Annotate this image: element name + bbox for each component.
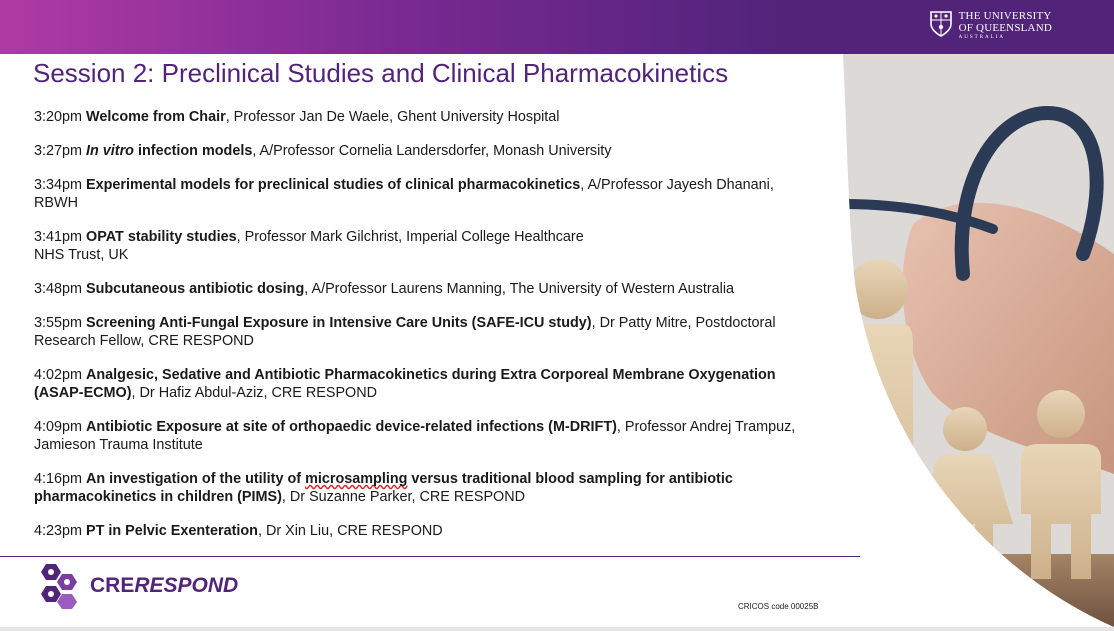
agenda-item	[34, 470, 804, 506]
agenda-title: Experimental models for preclinical studies of clinical pharmacokinetics	[86, 177, 581, 193]
agenda-speaker: , A/Professor Cornelia Landersdorfer, Monash University	[252, 143, 612, 159]
agenda-speaker: , Dr Suzanne Parker, CRE RESPOND	[281, 489, 526, 505]
agenda-item	[34, 142, 804, 160]
agenda-time: 3:48pm	[34, 281, 82, 297]
uq-logo	[929, 10, 1052, 42]
agenda-item	[34, 228, 804, 264]
cre-respond-hex-icon	[32, 562, 82, 610]
family-stethoscope-photo	[843, 54, 1114, 627]
agenda-title-italic: In vitro	[86, 143, 134, 159]
agenda-title: OPAT stability studies	[86, 229, 237, 245]
agenda-item	[34, 418, 804, 454]
header-bar	[0, 0, 1114, 54]
agenda-title: Antibiotic Exposure at site of orthopaedic device-related infections (M-DRIFT)	[86, 419, 617, 435]
cre-respond-logo	[32, 562, 238, 610]
uq-line1: THE UNIVERSITY	[958, 10, 1052, 22]
agenda-title-part2: versus traditional blood sampling for antibiotic pharmacokinetics in children (PIMS)	[34, 471, 733, 505]
agenda-speaker: , A/Professor Laurens Manning, The University of Western Australia	[304, 281, 735, 297]
agenda-time: 3:34pm	[34, 177, 82, 193]
logo-cre: CRE	[90, 574, 135, 597]
agenda-title-spellcheck-word: microsampling	[305, 471, 408, 487]
agenda-item	[34, 314, 804, 350]
agenda-title: Analgesic, Sedative and Antibiotic Pharmacokinetics during Extra Corporeal Membrane Oxygenation (ASAP-ECMO)	[34, 367, 776, 401]
uq-crest-icon	[929, 10, 953, 38]
agenda-time: 4:09pm	[34, 419, 82, 435]
cricos-code: CRICOS code 00025B	[738, 602, 819, 611]
agenda-speaker: , Professor Andrej Trampuz, Jamieson Trauma Institute	[34, 419, 796, 453]
agenda-list	[34, 108, 804, 556]
agenda-speaker: , Professor Jan De Waele, Ghent University Hospital	[225, 109, 560, 125]
agenda-speaker: , Dr Xin Liu, CRE RESPOND	[257, 523, 443, 539]
agenda-time: 4:02pm	[34, 367, 82, 383]
cre-respond-wordmark	[90, 574, 238, 598]
uq-line3: AUSTRALIA	[958, 35, 1005, 40]
agenda-title-part1: An investigation of the utility of	[86, 471, 306, 487]
agenda-time: 4:16pm	[34, 471, 82, 487]
bottom-strip	[0, 627, 1114, 631]
agenda-speaker: , Dr Hafiz Abdul-Aziz, CRE RESPOND	[131, 385, 378, 401]
agenda-time: 3:27pm	[34, 143, 82, 159]
agenda-item	[34, 280, 804, 298]
agenda-item	[34, 366, 804, 402]
agenda-speaker: , A/Professor Jayesh Dhanani, RBWH	[34, 177, 774, 211]
logo-respond: RESPOND	[134, 574, 239, 597]
agenda-time: 3:55pm	[34, 315, 82, 331]
agenda-time: 4:23pm	[34, 523, 82, 539]
agenda-speaker: , Dr Patty Mitre, Postdoctoral Research Fellow, CRE RESPOND	[34, 315, 776, 349]
agenda-title: infection models	[133, 143, 253, 159]
session-title: Session 2: Preclinical Studies and Clinical Pharmacokinetics	[33, 58, 729, 88]
agenda-title: Subcutaneous antibiotic dosing	[86, 281, 305, 297]
uq-line2: OF QUEENSLAND	[958, 22, 1052, 34]
agenda-item	[34, 108, 804, 126]
agenda-item	[34, 522, 804, 540]
agenda-title: PT in Pelvic Exenteration	[86, 523, 258, 539]
agenda-title: Welcome from Chair	[86, 109, 226, 125]
agenda-speaker-line2: NHS Trust, UK	[34, 247, 129, 263]
agenda-time: 3:20pm	[34, 109, 82, 125]
agenda-item	[34, 176, 804, 212]
agenda-speaker: , Professor Mark Gilchrist, Imperial College Healthcare	[236, 229, 584, 245]
agenda-time: 3:41pm	[34, 229, 82, 245]
agenda-title: Screening Anti-Fungal Exposure in Intensive Care Units (SAFE-ICU study)	[86, 315, 592, 331]
footer-divider	[0, 556, 860, 557]
